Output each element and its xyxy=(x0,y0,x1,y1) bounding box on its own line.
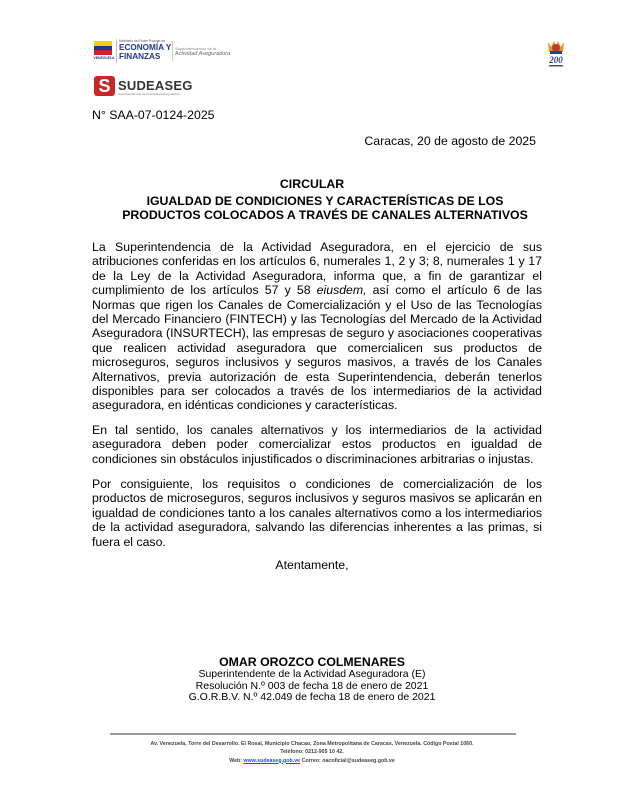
paragraph-1-part-a: La Superintendencia de la Actividad Aseguradora, en el ejercicio de sus atribuciones conferidas en los artículos 6, numerales 1, 2 y 3; 8, numerales 1 y 17 de la Ley de la Actividad Aseguradora, informa que, a fin de garantizar el cumplimiento de los artículos 57 y 58 xyxy=(92,240,542,298)
bicentennial-number: 200 xyxy=(549,55,563,65)
venezuela-flag-icon xyxy=(94,41,112,55)
website-link[interactable]: www.sudeaseg.gob.ve xyxy=(243,757,301,764)
body-paragraph-1 xyxy=(92,240,542,413)
signatory-resolution: Resolución N.º 003 de fecha 18 de enero de 2021 xyxy=(195,679,429,692)
vice-small-text: Superintendencia de la xyxy=(175,46,216,51)
subject-line-2: PRODUCTOS COLOCADOS A TRAVÉS DE CANALES ALTERNATIVOS xyxy=(122,208,528,222)
footer xyxy=(0,740,624,765)
paragraph-1-part-b: así como el artículo 6 de las Normas que rigen los Canales de Comercialización y el Uso de las Tecnologías del Mercado Financiero (FINTECH) y las Tecnologías del Mercado de la Actividad Aseguradora (INSURTECH), las empresas de seguro y asociaciones cooperativas que realicen actividad aseguradora que comercialicen sus productos de microseguros, seguros inclusivos y seguros masivos, a través de los Canales Alternativos, previa autorización de esta Superintendencia, deberán tenerlos disponibles para ser colocados a través de los intermediarios de la actividad aseguradora, en idénticas condiciones y características. xyxy=(92,283,542,413)
signatory-gazette: G.O.R.B.V. N.º 42.049 de fecha 18 de enero de 2021 xyxy=(188,691,436,703)
footer-web-label: Web: xyxy=(229,757,244,764)
signature-block xyxy=(0,655,624,704)
ministry-name xyxy=(119,43,171,61)
ministry-line2: FINANZAS xyxy=(119,52,161,61)
ministry-logo xyxy=(92,38,242,66)
body-paragraph-2: En tal sentido, los canales alternativos y los intermediarios de la actividad aseguradora deben poder comercializar estos productos en igualdad de condiciones sin obstáculos injustificados o discriminaciones arbitrarias o injustas. xyxy=(92,423,542,466)
document-date: Caracas, 20 de agosto de 2025 xyxy=(364,134,536,148)
subject-line-1: IGUALDAD DE CONDICIONES Y CARACTERÍSTICAS DE LOS xyxy=(146,194,504,208)
vice-label: Actividad Aseguradora xyxy=(175,51,231,57)
footer-contact xyxy=(0,757,624,765)
reference-number: N° SAA-07-0124-2025 xyxy=(92,108,215,122)
body-paragraph-3: Por consiguiente, los requisitos o condiciones de comercialización de los productos de microseguros, seguros inclusivos y seguros masivos se aplicarán en igualdad de condiciones tanto a los canales alternativos como a los intermediarios de la actividad aseguradora, salvando las diferencias inherentes a las primas, si fuera el caso. xyxy=(92,477,542,549)
sudeaseg-logo xyxy=(94,76,214,100)
signatory-name: OMAR OROZCO COLMENARES xyxy=(219,655,405,669)
salutation: Atentamente, xyxy=(275,558,349,572)
ministry-line1: ECONOMÍA Y xyxy=(119,43,172,52)
document-subject xyxy=(100,194,550,222)
flag-caption: VENEZUELA xyxy=(93,56,115,60)
sudeaseg-s-icon: S xyxy=(94,76,115,96)
sudeaseg-wordmark: SUDEASEG xyxy=(118,78,193,93)
bicentennial-emblem-icon xyxy=(544,38,568,70)
footer-divider xyxy=(110,733,516,735)
paragraph-1-italic: eiusdem, xyxy=(316,283,367,298)
logo-divider xyxy=(116,39,117,63)
logo-divider xyxy=(172,41,173,61)
sudeaseg-subtitle: Superintendencia de la Actividad Aseguradora xyxy=(118,92,180,96)
signatory-title: Superintendente de la Actividad Aseguradora (E) xyxy=(198,668,426,680)
document-type: CIRCULAR xyxy=(279,177,345,191)
footer-phone: Teléfono: 0212-905 10 42. xyxy=(280,749,344,756)
footer-address: Av. Venezuela, Torre del Desarrollo. El Rosal, Municipio Chacao, Zona Metropolitana de Caracas, Venezuela. Código Postal 1060. xyxy=(150,741,474,747)
footer-email: Correo: oacoficial@sudeaseg.gob.ve xyxy=(300,757,395,764)
ministry-small-text: Ministerio del Poder Popular de xyxy=(119,39,165,43)
